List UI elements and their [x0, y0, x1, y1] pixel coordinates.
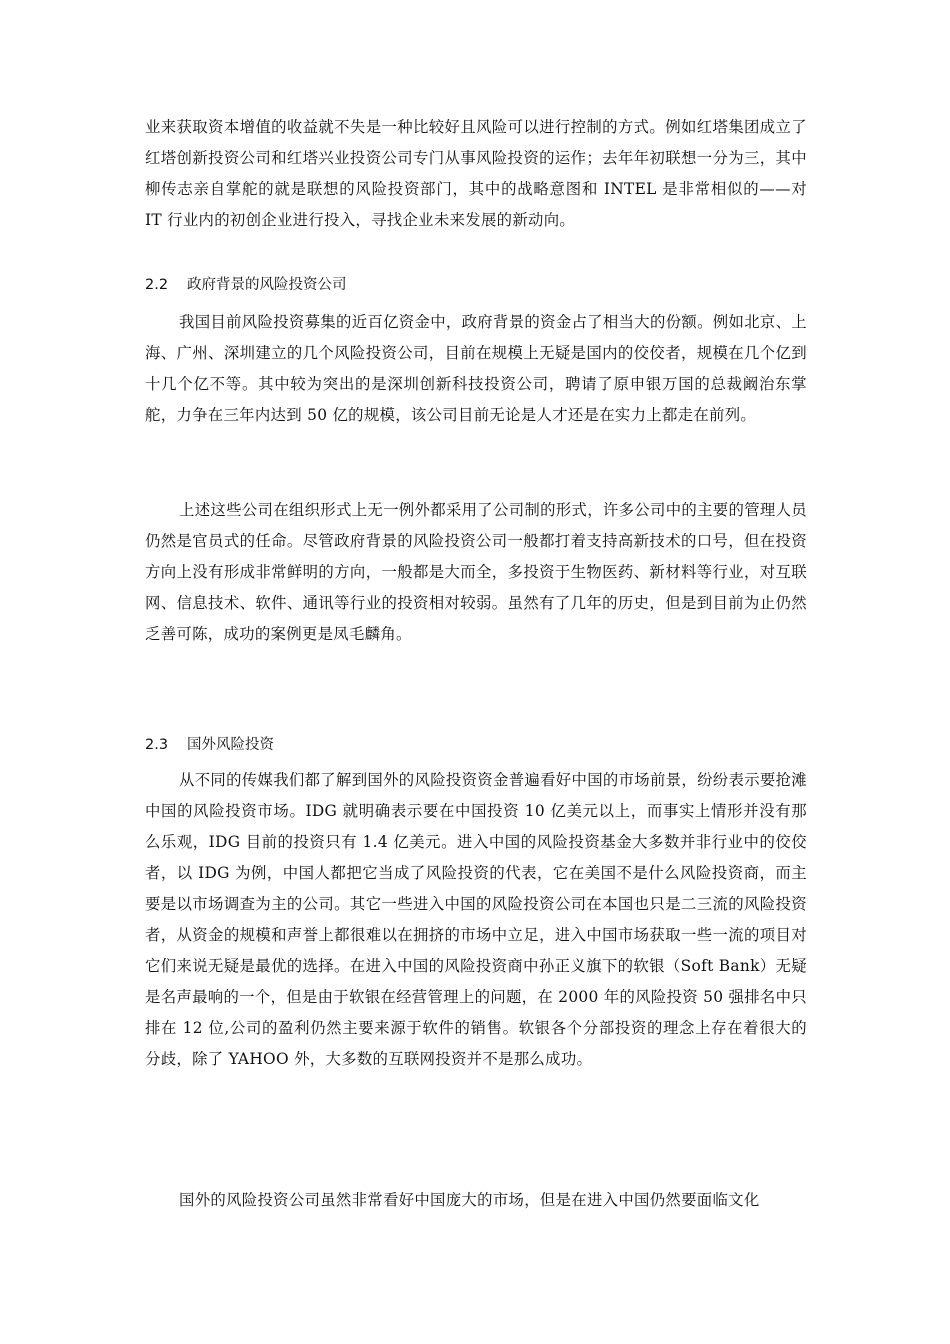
- section-title: 政府背景的风险投资公司: [187, 277, 347, 293]
- section-number: 2.2: [145, 277, 169, 293]
- paragraph-government-funds: 我国目前风险投资募集的近百亿资金中，政府背景的资金占了相当大的份额。例如北京、上海、广州、深圳建立的几个风险投资公司，目前在规模上无疑是国内的佼佼者，规模在几个亿到十几个亿不等。其中较为突出的是深圳创新科技投资公司，聘请了原申银万国的总裁阚治东掌舵，力争在三年内达到 50 亿的规模，该公司目前无论是人才还是在实力上都走在前列。: [145, 313, 807, 424]
- paragraph-foreign-vc: 从不同的传媒我们都了解到国外的风险投资资金普遍看好中国的市场前景，纷纷表示要抢滩中国的风险投资市场。IDG 就明确表示要在中国投资 10 亿美元以上，而事实上情形并没有那么乐观，IDG 目前的投资只有 1.4 亿美元。进入中国的风险投资基金大多数并非行业中的佼佼者，以 IDG 为例，中国人都把它当成了风险投资的代表，它在美国不是什么风险投资商，而主要是以市场调查为主的公司。其它一些进入中国的风险投资公司在本国也只是二三流的风险投资者，从资金的规模和声誉上都很难以在拥挤的市场中立足，进入中国市场获取一些一流的项目对它们来说无疑是最优的选择。在进入中国的风险投资商中孙正义旗下的软银（Soft Bank）无疑是名声最响的一个，但是由于软银在经营管理上的问题，在 2000 年的风险投资 50 强排名中只排在 12 位,公司的盈利仍然主要来源于软件的销售。软银各个分部投资的理念上存在着很大的分歧，除了 YAHOO 外，大多数的互联网投资并不是那么成功。: [145, 771, 807, 1068]
- section-heading-2-2: [145, 275, 347, 295]
- section-number: 2.3: [145, 737, 169, 753]
- paragraph-continuation: 业来获取资本增值的收益就不失是一种比较好且风险可以进行控制的方式。例如红塔集团成立了红塔创新投资公司和红塔兴业投资公司专门从事风险投资的运作；去年年初联想一分为三，其中柳传志亲自掌舵的就是联想的风险投资部门，其中的战略意图和 INTEL 是非常相似的——对 IT 行业内的初创企业进行投入，寻找企业未来发展的新动向。: [145, 118, 807, 229]
- section-title: 国外风险投资: [187, 737, 274, 753]
- paragraph-organization-form: 上述这些公司在组织形式上无一例外都采用了公司制的形式，许多公司中的主要的管理人员仍然是官员式的任命。尽管政府背景的风险投资公司一般都打着支持高新技术的口号，但在投资方向上没有形成非常鲜明的方向，一般都是大而全，多投资于生物医药、新材料等行业，对互联网、信息技术、软件、通讯等行业的投资相对较弱。虽然有了几年的历史，但是到目前为止仍然乏善可陈，成功的案例更是凤毛麟角。: [145, 501, 807, 643]
- paragraph-foreign-challenges: 国外的风险投资公司虽然非常看好中国庞大的市场，但是在进入中国仍然要面临文化: [179, 1191, 760, 1209]
- section-heading-2-3: [145, 735, 274, 755]
